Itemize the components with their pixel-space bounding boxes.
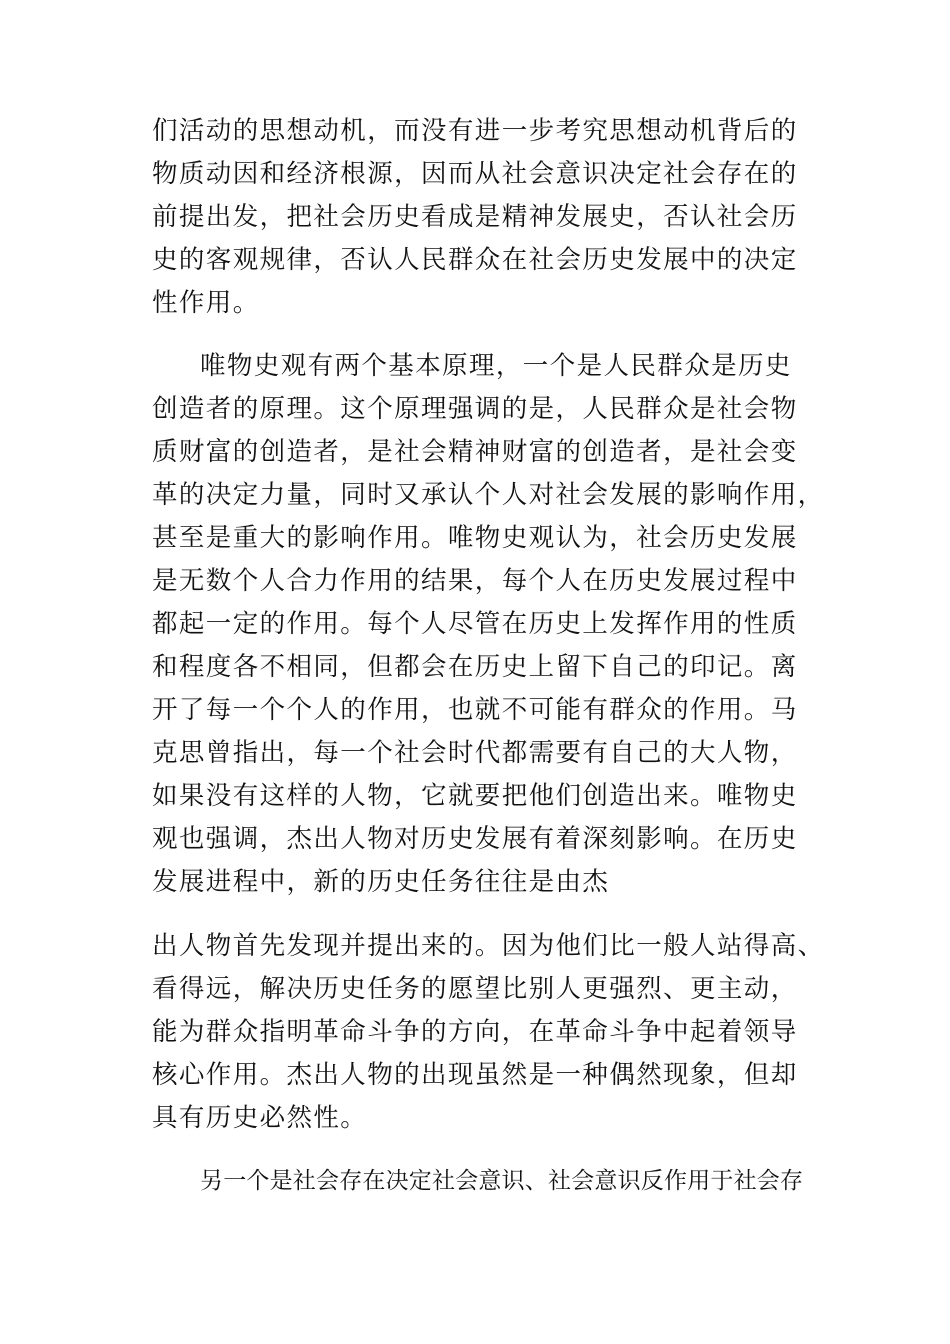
text-line: 具有历史必然性。: [152, 1103, 368, 1133]
text-line: 和程度各不相同，但都会在历史上留下自己的印记。离: [152, 652, 798, 682]
paragraph-3: [152, 925, 825, 1140]
text-line: 甚至是重大的影响作用。唯物史观认为，社会历史发展: [152, 523, 798, 553]
text-line: 如果没有这样的人物，它就要把他们创造出来。唯物史: [152, 781, 798, 811]
text-line: 出人物首先发现并提出来的。因为他们比一般人站得高、: [152, 931, 825, 961]
text-line: 前提出发，把社会历史看成是精神发展史，否认社会历: [152, 202, 798, 232]
text-line: 性作用。: [152, 288, 260, 318]
paragraph-4: [152, 1160, 812, 1203]
text-line: 们活动的思想动机，而没有进一步考究思想动机背后的: [152, 116, 798, 146]
text-line: 革的决定力量，同时又承认个人对社会发展的影响作用，: [152, 480, 825, 510]
text-line: 开了每一个个人的作用，也就不可能有群众的作用。马: [152, 695, 798, 725]
text-line: 创造者的原理。这个原理强调的是，人民群众是社会物: [152, 394, 798, 424]
text-line: 唯物史观有两个基本原理，一个是人民群众是历史: [200, 351, 792, 381]
text-line: 物质动因和经济根源，因而从社会意识决定社会存在的: [152, 159, 798, 189]
text-line: 能为群众指明革命斗争的方向，在革命斗争中起着领导: [152, 1017, 798, 1047]
text-line: 史的客观规律，否认人民群众在社会历史发展中的决定: [152, 245, 798, 275]
text-line: 观也强调，杰出人物对历史发展有着深刻影响。在历史: [152, 824, 798, 854]
text-line: 都起一定的作用。每个人尽管在历史上发挥作用的性质: [152, 609, 798, 639]
text-line: 核心作用。杰出人物的出现虽然是一种偶然现象，但却: [152, 1060, 798, 1090]
paragraph-1: [152, 110, 812, 325]
text-line: 是无数个人合力作用的结果，每个人在历史发展过程中: [152, 566, 798, 596]
text-line: 另一个是社会存在决定社会意识、社会意识反作用于社会存: [200, 1168, 804, 1194]
text-line: 克思曾指出，每一个社会时代都需要有自己的大人物，: [152, 738, 798, 768]
text-line: 发展进程中，新的历史任务往往是由杰: [152, 867, 610, 897]
text-line: 看得远，解决历史任务的愿望比别人更强烈、更主动，: [152, 974, 798, 1004]
text-line: 质财富的创造者，是社会精神财富的创造者，是社会变: [152, 437, 798, 467]
paragraph-2: [152, 345, 825, 904]
